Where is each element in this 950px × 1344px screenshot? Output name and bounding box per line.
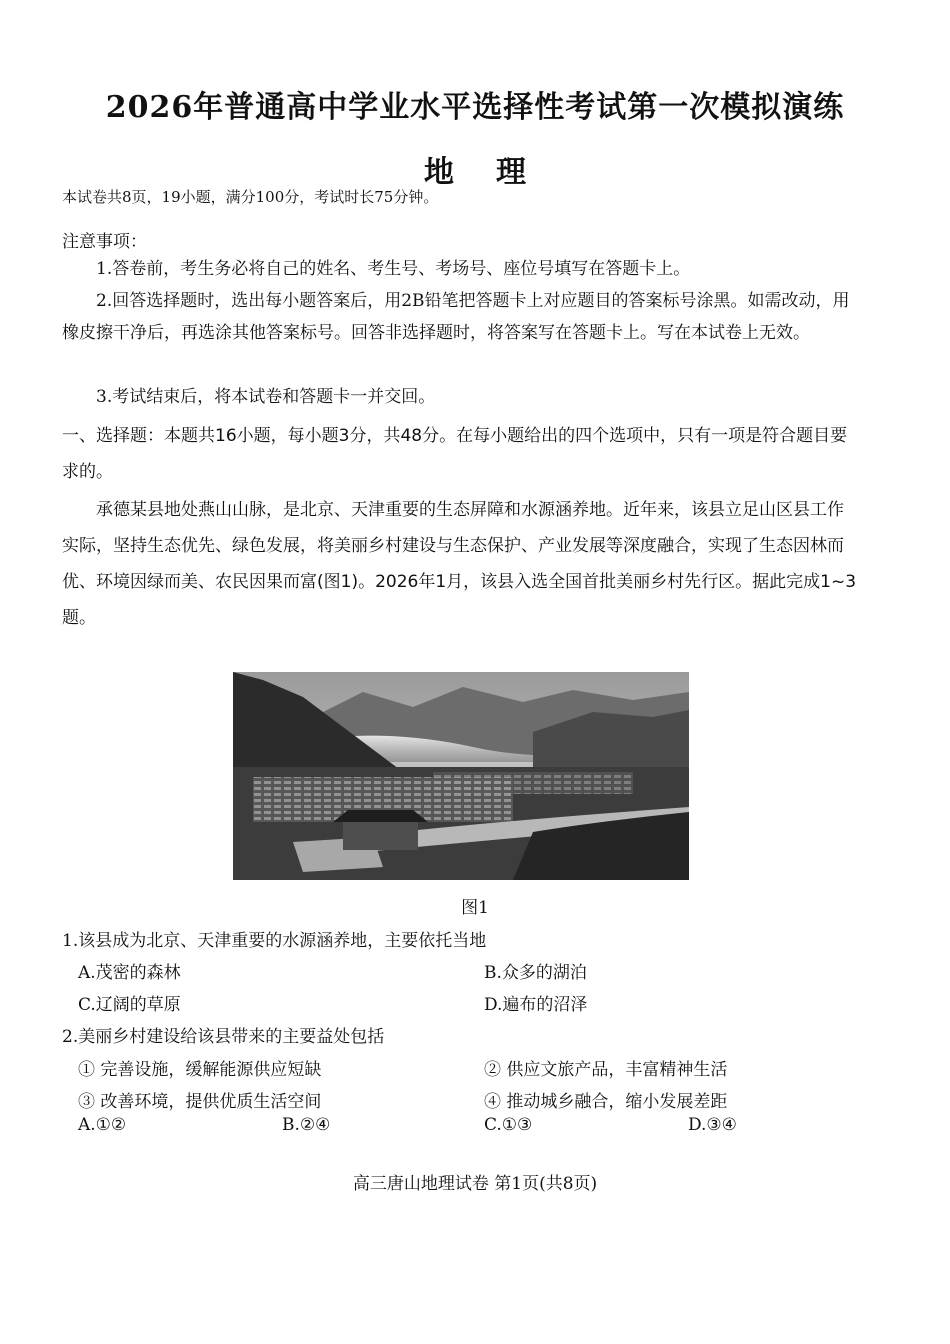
question-2-option-a: A.①②: [78, 1115, 127, 1135]
notes-heading: 注意事项：: [62, 232, 147, 252]
question-2-statement-1: ① 完善设施，缓解能源供应短缺: [78, 1060, 322, 1080]
question-2-statement-3: ③ 改善环境，提供优质生活空间: [78, 1092, 322, 1112]
reading-passage: 承德某县地处燕山山脉，是北京、天津重要的生态屏障和水源涵养地。近年来，该县立足山区县工作实际，坚持生态优先、绿色发展，将美丽乡村建设与生态保护、产业发展等深度融合，实现了生态因林而优、环境因绿而美、农民因果而富(图1)。2026年1月，该县入选全国首批美丽乡村先行区。据此完成1~3题。: [62, 500, 857, 628]
page-footer: 高三唐山地理试卷 第1页(共8页): [352, 1174, 598, 1194]
pavilion: [333, 810, 428, 822]
exam-meta: 本试卷共8页，19小题，满分100分，考试时长75分钟。: [62, 188, 439, 206]
village-landscape-photo: [233, 672, 689, 880]
note-item-2: 2.回答选择题时，选出每小题答案后，用2B铅笔把答题卡上对应题目的答案标号涂黑。如需改动，用橡皮擦干净后，再选涂其他答案标号。回答非选择题时，将答案写在答题卡上。写在本试卷上无效。: [62, 291, 850, 343]
note-item-3: 3.考试结束后，将本试卷和答题卡一并交回。: [96, 387, 436, 407]
question-2-option-b: B.②④: [282, 1115, 331, 1135]
question-2-statement-4: ④ 推动城乡融合，缩小发展差距: [484, 1092, 728, 1112]
question-2-option-c: C.①③: [484, 1115, 533, 1135]
village-houses-far: [433, 772, 633, 794]
exam-title: 2026年普通高中学业水平选择性考试第一次模拟演练: [105, 90, 845, 125]
question-2-statement-2: ② 供应文旅产品，丰富精神生活: [484, 1060, 728, 1080]
subject-title: 地理: [424, 155, 568, 190]
question-1-option-c: C.辽阔的草原: [78, 995, 181, 1015]
question-1-stem: 1.该县成为北京、天津重要的水源涵养地，主要依托当地: [62, 931, 487, 951]
pavilion-base: [343, 822, 418, 850]
note-item-1: 1.答卷前，考生务必将自己的姓名、考生号、考场号、座位号填写在答题卡上。: [96, 259, 691, 279]
question-1-option-b: B.众多的湖泊: [484, 963, 587, 983]
figure-caption: 图1: [461, 898, 489, 918]
question-1-option-d: D.遍布的沼泽: [484, 995, 588, 1015]
question-1-option-a: A.茂密的森林: [78, 963, 181, 983]
section-heading: 一、选择题：本题共16小题，每小题3分，共48分。在每小题给出的四个选项中，只有一项是符合题目要求的。: [62, 426, 848, 482]
question-2-option-d: D.③④: [688, 1115, 737, 1135]
question-2-stem: 2.美丽乡村建设给该县带来的主要益处包括: [62, 1027, 385, 1047]
